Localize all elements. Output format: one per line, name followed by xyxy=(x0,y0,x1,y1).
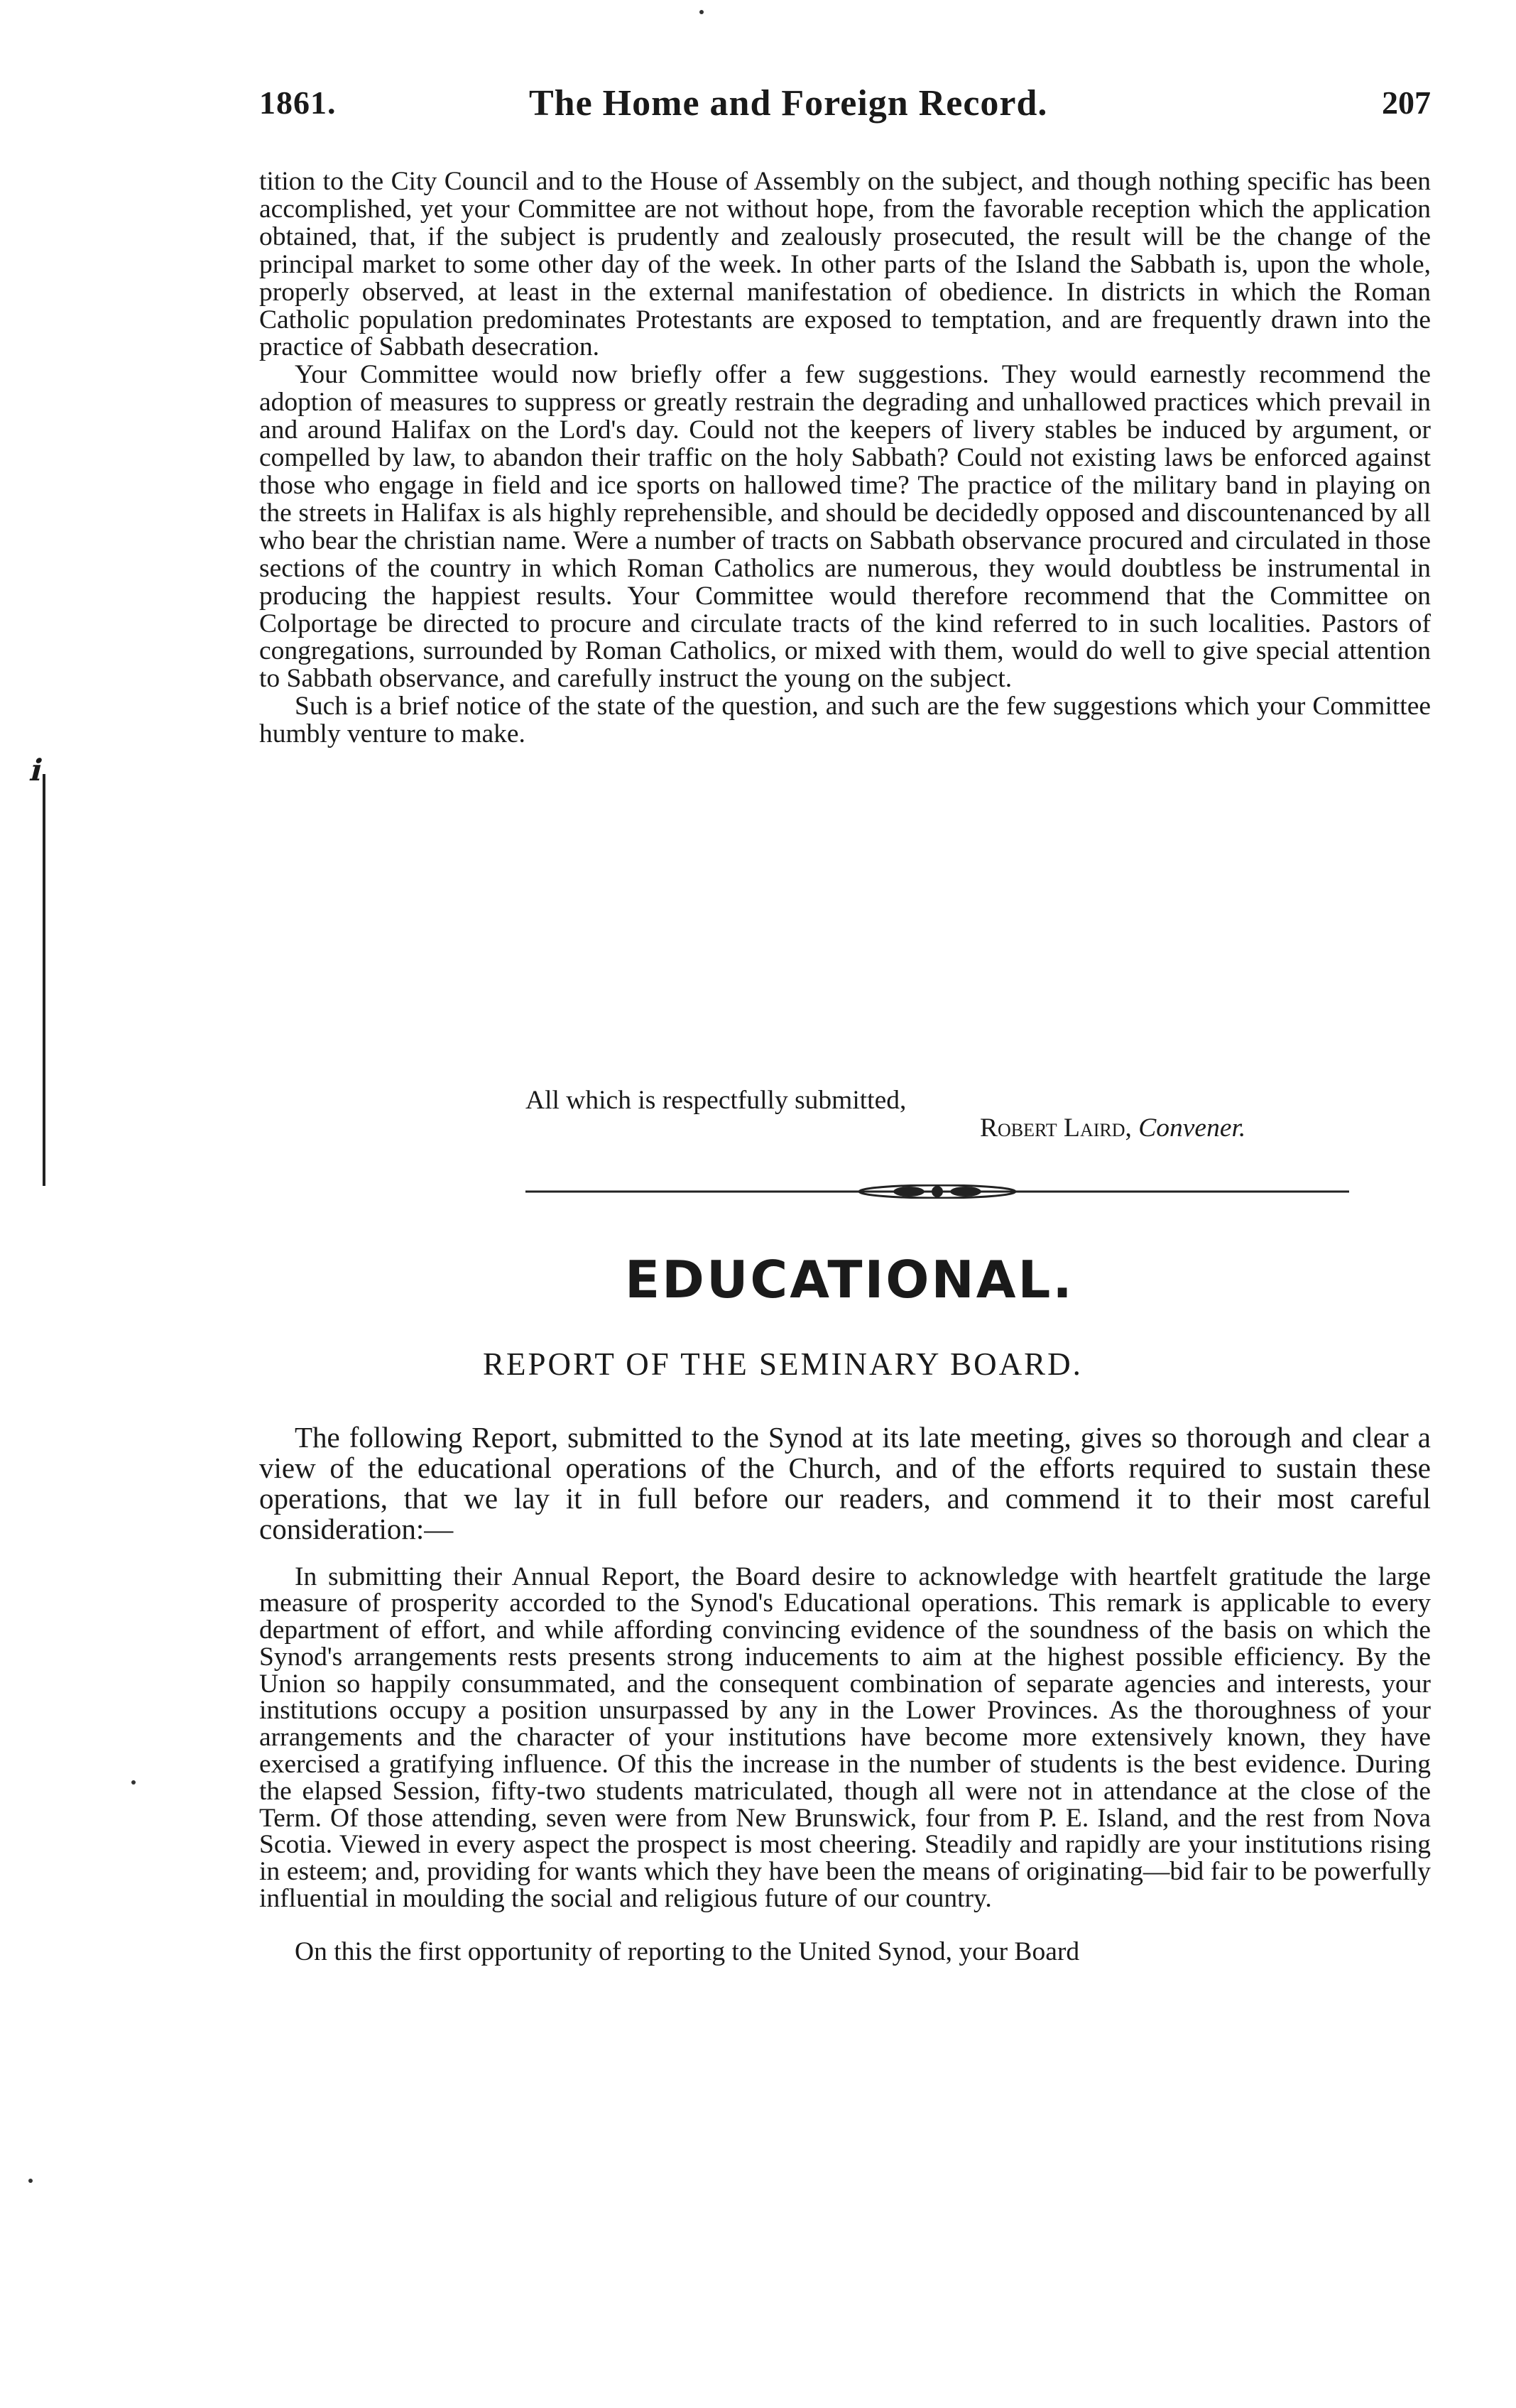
closing-line: All which is respectfully submitted, xyxy=(525,1086,907,1115)
paragraph: Your Committee would now briefly offer a few suggestions. They would earnestly recommend the adoption of measures to suppress or greatly restrain the degrading and unhallowed practices which prevail in and around Halifax on the Lord's day. Could not the keepers of livery stables be induced by argument, or compelled by law, to abandon their traffic on the holy Sabbath? Could not existing laws be enforced against those who engage in field and ice sports on hallowed time? The practice of the military band in playing on the streets in Halifax is als highly reprehensible, and should be decidedly opposed and discountenanced by all who bear the christian name. Were a number of tracts on Sabbath observance procured and circulated in those sections of the country in which Roman Catholics are numerous, they would doubtless be instrumental in producing the happiest results. Your Committee would therefore recommend that the Committee on Colportage be directed to procure and circulate tracts of the kind referred to in such localities. Pastors of congregations, surrounded by Roman Catholics, or mixed with them, would do well to give special attention to Sabbath observance, and carefully instruct the young on the subject. xyxy=(259,360,1431,694)
margin-annotation-mark: ℹ xyxy=(28,755,40,788)
running-header xyxy=(259,84,1431,141)
speck xyxy=(131,1780,136,1785)
paragraph: The following Report, submitted to the Synod at its late meeting, gives so thorough and clear a view of the educational operations of the Church, and of the efforts required to sustain these operations, that we lay it in full before our readers, and commend it to their most careful consideration:— xyxy=(259,1421,1431,1545)
speck xyxy=(699,10,704,14)
margin-annotation-line xyxy=(43,774,45,1186)
page-number: 207 xyxy=(1382,85,1431,121)
section-subheading: REPORT OF THE SEMINARY BOARD. xyxy=(483,1346,1083,1382)
signature-title: Convener. xyxy=(1138,1113,1246,1143)
paragraph: Such is a brief notice of the state of the question, and such are the few suggestions which your Committee humbly venture to make. xyxy=(259,692,1431,749)
speck xyxy=(28,2179,33,2183)
paragraph: On this the first opportunity of reporting to the United Synod, your Board xyxy=(295,1937,1080,1967)
seminary-report-body xyxy=(259,1537,1431,1993)
section-heading: EDUCATIONAL. xyxy=(625,1250,1074,1309)
header-year: 1861. xyxy=(259,85,337,121)
ornamental-divider xyxy=(525,1184,1349,1199)
signature-name: Robert Laird, xyxy=(980,1113,1132,1143)
paragraph: tition to the City Council and to the House of Assembly on the subject, and though nothing specific has been accomplished, yet your Committee are not without hope, from the favorable reception which the application obtained, that, if the subject is prudently and zealously prosecuted, the result will be the change of the principal market to some other day of the week. In other parts of the Island the Sabbath is, upon the whole, properly observed, at least in the external manifestation of obedience. In districts in which the Roman Catholic population predominates Protestants are exposed to temptation, and are frequently drawn into the practice of Sabbath desecration. xyxy=(259,167,1431,362)
sabbath-report-continuation xyxy=(259,168,1431,748)
paragraph: In submitting their Annual Report, the Board desire to acknowledge with heartfelt gratitude the large measure of prosperity accorded to the Synod's Educational operations. This remark is applicable to every department of effort, and while affording convincing evidence of the soundness of the basis on which the Synod's arrangements rests presents strong inducements to aim at the highest possible efficiency. By the Union so happily consummated, and the consequent combination of separate agencies and interests, your institutions occupy a position unsurpassed by any in the Lower Provinces. As the thoroughness of your arrangements and the character of your institutions have become more extensively known, they have exercised a gratifying influence. Of this the increase in the number of students is the best evidence. During the elapsed Session, fifty-two students matriculated, though all were not in attendance at the close of the Term. Of those attending, seven were from New Brunswick, four from P. E. Island, and the rest from Nova Scotia. Viewed in every aspect the prospect is most cheering. Steadily and rapidly are your institutions rising in esteem; and, providing for wants which they have been the means of originating—bid fair to be powerfully influential in moulding the social and religious future of our country. xyxy=(259,1562,1431,1914)
journal-title: The Home and Foreign Record. xyxy=(529,83,1048,124)
signature xyxy=(980,1113,1245,1143)
